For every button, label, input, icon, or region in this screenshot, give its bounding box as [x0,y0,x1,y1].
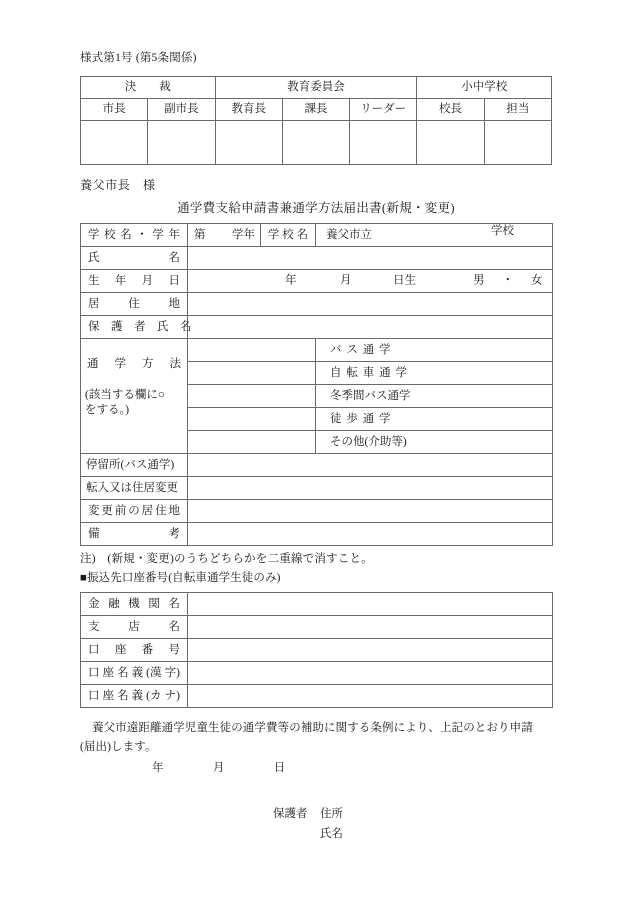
field-student-name[interactable] [188,247,553,270]
signature-name-row [273,824,552,844]
row-account-number [81,639,553,662]
label-commute-method-line3: をする。) [85,404,130,416]
label-residence: 居 住 地 [81,293,188,316]
approval-role-deputy-mayor: 副市長 [148,99,215,121]
commute-mark-bus[interactable] [188,339,316,362]
label-account-holder-kanji: 口 座 名 義 (漢 字) [81,662,188,685]
application-date-line[interactable] [80,759,552,778]
commute-mark-bicycle[interactable] [188,362,316,385]
label-account-number: 口 座 番 号 [81,639,188,662]
row-move-in-or-change [81,477,553,500]
field-birthdate[interactable] [188,270,553,293]
closing-line-2: (届出)します。 [80,741,157,753]
approval-group-kessai: 決 裁 [81,77,216,99]
row-bus-stop [81,454,553,477]
school-suffix: 学校 [491,225,514,237]
commute-mark-winter-bus[interactable] [188,385,316,408]
row-student-name [81,247,553,270]
field-move-in-or-change[interactable] [188,477,553,500]
grade-prefix: 第 [194,228,206,241]
approval-role-row [81,99,552,121]
document-title: 通学費支給申請書兼通学方法届出書(新規・変更) [177,201,455,215]
field-account-holder-kana[interactable] [188,685,553,708]
form-sheet [80,50,552,844]
approval-role-superintendent: 教育長 [215,99,282,121]
field-bus-stop[interactable] [188,454,553,477]
label-commute-method [81,339,188,454]
row-school-grade [81,224,553,247]
birth-month-unit: 月 [340,274,352,287]
closing-statement [80,719,552,757]
approval-stamp-cell[interactable] [81,121,148,165]
sex-选择[interactable]: 男 ・ 女 [473,274,546,287]
field-school-name[interactable] [316,224,553,247]
grade-suffix: 学年 [232,228,255,241]
signature-role-label: 保護者 [273,808,308,820]
row-birthdate [81,270,553,293]
row-previous-residence [81,500,553,523]
label-move-in-or-change: 転入又は住居変更 [81,477,188,500]
label-birthdate: 生 年 月 日 [81,270,188,293]
approval-table [80,76,552,165]
date-year-unit: 年 [152,762,164,774]
row-remarks [81,523,553,546]
date-month-unit: 月 [212,762,225,774]
commute-option-winter-bus: 冬季間バス通学 [316,385,553,408]
row-account-holder-kana [81,685,553,708]
approval-signature-row [81,121,552,165]
approval-stamp-cell[interactable] [215,121,282,165]
closing-line-1: 養父市遠距離通学児童生徒の通学費等の補助に関する条例により、上記のとおり申請 [92,722,533,734]
label-school-name: 学 校 名 [261,224,316,247]
bank-account-table [80,592,553,708]
form-number: 様式第1号 (第5条関係) [80,52,197,64]
approval-role-principal: 校長 [417,99,484,121]
approval-stamp-cell[interactable] [282,121,349,165]
row-commute-method-1 [81,339,553,362]
label-student-name: 氏 名 [81,247,188,270]
field-remarks[interactable] [188,523,553,546]
field-previous-residence[interactable] [188,500,553,523]
birth-day-unit: 日生 [393,274,416,287]
commute-mark-walking[interactable] [188,408,316,431]
signature-block [80,804,552,844]
field-branch-name[interactable] [188,616,553,639]
application-table [80,223,553,546]
row-guardian-name [81,316,553,339]
commute-mark-other[interactable] [188,431,316,454]
birth-year-unit: 年 [285,274,297,287]
approval-stamp-cell[interactable] [148,121,215,165]
approval-stamp-cell[interactable] [417,121,484,165]
signature-address-row [273,804,552,824]
label-bus-stop: 停留所(バス通学) [81,454,188,477]
label-commute-method-line2: (該当する欄に○ [85,388,165,401]
label-previous-residence: 変更前の居住地 [81,500,188,523]
approval-role-section-chief: 課長 [282,99,349,121]
row-branch-name [81,616,553,639]
field-bank-name[interactable] [188,593,553,616]
school-prefix: 養父市立 [326,228,372,241]
row-bank-name [81,593,553,616]
field-account-number[interactable] [188,639,553,662]
field-residence[interactable] [188,293,553,316]
date-day-unit: 日 [273,762,286,774]
row-account-holder-kanji [81,662,553,685]
label-account-holder-kana: 口 座 名 義 (カ ナ) [81,685,188,708]
label-branch-name: 支 店 名 [81,616,188,639]
approval-group-board-of-education: 教育委員会 [215,77,417,99]
approval-stamp-cell[interactable] [350,121,417,165]
field-account-holder-kanji[interactable] [188,662,553,685]
note-strike-instruction: 注) (新規・変更)のうちどちらかを二重線で消すこと。 [80,553,373,565]
field-grade[interactable] [188,224,261,247]
signature-name-label[interactable]: 氏名 [320,828,343,840]
bank-section-heading: ■振込先口座番号(自転車通学生徒のみ) [80,572,281,584]
approval-group-row [81,77,552,99]
commute-option-walking: 徒 歩 通 学 [316,408,553,431]
label-remarks: 備 考 [81,523,188,546]
addressee: 養父市長 様 [80,178,156,192]
approval-role-leader: リーダー [350,99,417,121]
label-bank-name: 金 融 機 関 名 [81,593,188,616]
commute-option-bicycle: 自 転 車 通 学 [316,362,553,385]
label-guardian-name: 保 護 者 氏 名 [81,316,188,339]
approval-stamp-cell[interactable] [484,121,551,165]
commute-option-other: その他(介助等) [316,431,553,454]
signature-address-label[interactable]: 住所 [320,808,343,820]
row-residence [81,293,553,316]
approval-role-mayor: 市長 [81,99,148,121]
approval-role-staff: 担当 [484,99,551,121]
approval-group-school: 小中学校 [417,77,552,99]
commute-option-bus: バ ス 通 学 [316,339,553,362]
label-commute-method-line1: 通 学 方 法 [87,357,181,370]
field-guardian-name[interactable] [188,316,553,339]
label-school-grade: 学 校 名 ・ 学 年 [81,224,188,247]
